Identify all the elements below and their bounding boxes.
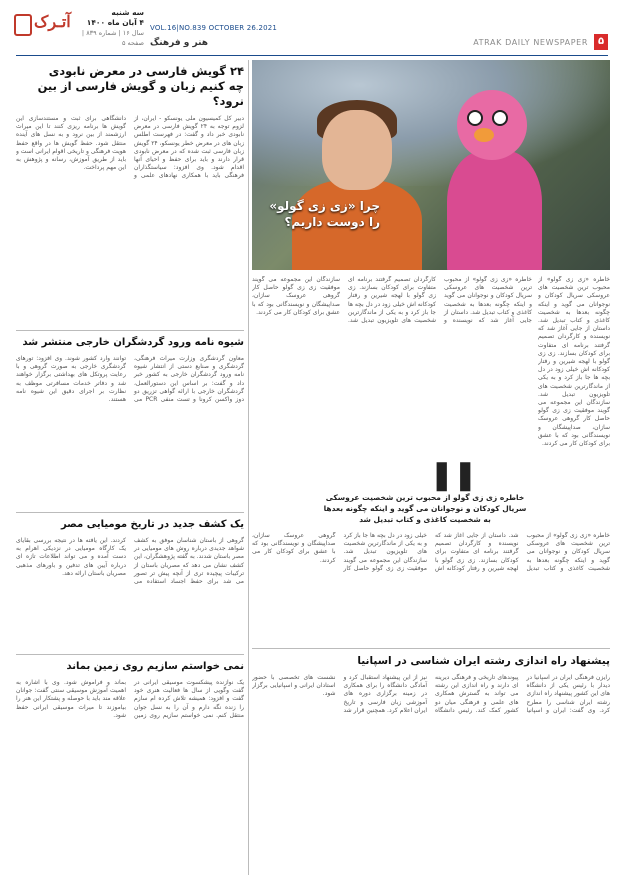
puppet-eye-left xyxy=(467,110,483,126)
weekday: سه شنبه xyxy=(111,8,144,17)
body-tourists: معاون گردشگری وزارت میراث فرهنگی، گردشگری و صنایع دستی از انتشار شیوه نامه ورود گردشگران خارجی به کشور خبر داد و گفت: بر اساس این دستورالعمل، گردشگران خارجی با ارائه گواهی تزریق دو دوز واکسن کرونا و تست منفی PCR می توانند وارد کشور شوند. وی افزود: تورهای گردشگری خارجی به صورت گروهی و با رعایت پروتکل های بهداشتی برگزار خواهند شد و دفاتر خدمات مسافرتی موظف به نظارت بر اجرای دقیق این شیوه نامه هستند. xyxy=(16,355,244,404)
page-header xyxy=(0,0,620,58)
article-mummy xyxy=(16,518,244,648)
puppet-body xyxy=(447,150,542,270)
boy-head xyxy=(322,110,392,190)
body-spain: رایزن فرهنگی ایران در اسپانیا در دیدار با رئیس یکی از دانشگاه های این کشور پیشنهاد راه اندازی رشته ایران شناسی را مطرح کرد. وی گفت: ایران و اسپانیا پیوندهای تاریخی و فرهنگی دیرینه ای دارند و راه اندازی این رشته می تواند به گسترش همکاری های علمی و فرهنگی میان دو کشور کمک کند. رئیس دانشگاه نیز از این پیشنهاد استقبال کرد و آمادگی دانشگاه را برای همکاری در زمینه برگزاری دوره های آموزشی زبان فارسی و تاریخ ایران اعلام کرد. همچنین قرار شد نشست های تخصصی با حضور استادان ایرانی و اسپانیایی برگزار شود. xyxy=(252,674,610,714)
masthead-name: ATRAK DAILY NEWSPAPER xyxy=(473,38,588,47)
headline-dialects: ۲۴ گویش فارسی در معرض نابودی چه کنیم زبان و گویش فارسی از بین نرود؟ xyxy=(37,64,244,108)
dateline xyxy=(72,8,144,48)
puppet-eye-right xyxy=(492,110,508,126)
body-instrument: یک نوازنده پیشکسوت موسیقی ایرانی در گفت وگویی از سال ها فعالیت هنری خود گفت و افزود: همیشه تلاش کرده ام سازم را زنده نگه دارم و آن را به نسل جوان منتقل کنم. نمی خواستم سازیم روی زمین بماند و فراموش شود. وی با اشاره به اهمیت آموزش موسیقی سنتی گفت: جوانان علاقه مند باید با حوصله و پشتکار این هنر را بیاموزند تا میراث موسیقی ایرانی حفظ شود. xyxy=(16,679,244,719)
zizi-body-part3: خاطره «زی زی گولو» از محبوب ترین شخصیت های عروسکی سریال کودکان و نوجوانان می گوید و اینکه چگونه بعدها به شخصیت کاغذی و کتاب تبدیل شد. داستان از جایی آغاز شد که نویسنده و کارگردان تصمیم گرفتند برنامه ای متفاوت برای کودکان بسازند. زی زی گولو با لهجه شیرین و رفتار کودکانه اش خیلی زود در دل بچه ها جا باز کرد و به یکی از ماندگارترین شخصیت های تلویزیون تبدیل شد. سازندگان این مجموعه می گویند موفقیت زی زی گولو حاصل کار گروهی عروسک سازان، صداپیشگان و نویسندگانی بود که با عشق برای کودکان کار می کردند. xyxy=(252,532,610,572)
zizi-lower-columns xyxy=(252,532,610,642)
column-divider xyxy=(248,60,249,875)
divider xyxy=(16,512,244,513)
logo-mark-icon xyxy=(14,14,32,36)
article-dialects xyxy=(16,64,244,324)
body-mummy: گروهی از باستان شناسان موفق به کشف شواهد جدیدی درباره روش های مومیایی در مصر باستان شدند. به گفته پژوهشگران، این کشف نشان می دهد که مصریان باستان از ترکیبات پیچیده تری از آنچه پیش تر تصور می شد برای حفظ اجساد استفاده می کردند. این یافته ها در نتیجه بررسی بقایای یک کارگاه مومیایی در نزدیکی اهرام به دست آمده و می تواند اطلاعات تازه ای درباره آیین های تدفین و باورهای مذهبی مصریان باستان ارائه دهد. xyxy=(16,537,244,586)
puppet-head xyxy=(457,90,527,160)
header-rule xyxy=(16,55,608,56)
article-tourists xyxy=(16,336,244,506)
headline-spain: پیشنهاد راه اندازی رشته ایران شناسی در اسپانیا xyxy=(357,655,610,667)
newspaper-logo xyxy=(14,8,71,36)
divider xyxy=(16,654,244,655)
persian-date: ۴ آبان ماه ۱۴۰۰ xyxy=(86,18,144,27)
quote-mark-icon: ❚❚ xyxy=(430,458,477,491)
page-number: ۵ xyxy=(594,34,608,50)
article-instrument xyxy=(16,660,244,875)
zizi-body-part1: خاطره «زی زی گولو» از محبوب ترین شخصیت های عروسکی سریال کودکان و نوجوانان می گوید و اینکه چگونه بعدها به شخصیت کاغذی و کتاب تبدیل شد. داستان از جایی آغاز شد که نویسنده و کارگردان تصمیم گرفتند برنامه ای متفاوت برای کودکان بسازند. زی زی گولو با لهجه شیرین و رفتار کودکانه اش خیلی زود در دل بچه ها جا باز کرد و به یکی از ماندگارترین شخصیت های تلویزیون تبدیل شد. سازندگان این مجموعه می گویند موفقیت زی زی گولو حاصل کار گروهی عروسک سازان، صداپیشگان و نویسندگانی بود که با عشق برای کودکان کار می کردند. xyxy=(538,276,610,448)
feature-photo xyxy=(252,60,610,270)
zizi-side-column xyxy=(538,276,610,451)
headline-tourists: شیوه نامه ورود گردشگران خارجی منتشر شد xyxy=(22,337,244,348)
headline-instrument: نمی خواستم سازیم روی زمین بماند xyxy=(66,661,244,672)
puppet-beak xyxy=(474,128,494,142)
zizi-body-part2: خاطره «زی زی گولو» از محبوب ترین شخصیت های عروسکی سریال کودکان و نوجوانان می گوید و اینکه چگونه بعدها به شخصیت کاغذی و کتاب تبدیل شد. داستان از جایی آغاز شد که نویسنده و کارگردان تصمیم گرفتند برنامه ای متفاوت برای کودکان بسازند. زی زی گولو با لهجه شیرین و رفتار کودکانه اش خیلی زود در دل بچه ها جا باز کرد و به یکی از ماندگارترین شخصیت های تلویزیون تبدیل شد. سازندگان این مجموعه می گویند موفقیت زی زی گولو حاصل کار گروهی عروسک سازان، صداپیشگان و نویسندگانی بود که با عشق برای کودکان کار می کردند. xyxy=(252,276,532,325)
section-title: هنر و فرهنگ xyxy=(150,38,208,48)
article-spain xyxy=(252,654,610,876)
pull-quote: خاطره زی زی گولو از محبوب ترین شخصیت عروسکی سریال کودکان و نوجوانان می گوید و اینکه چگونه بعدها به شخصیت کاغذی و کتاب تبدیل شد xyxy=(323,493,527,524)
zizi-main-columns xyxy=(252,276,532,454)
photo-sky xyxy=(252,60,610,186)
photo-caption: چرا «زی زی گولو» را دوست داریم؟ xyxy=(269,199,380,229)
headline-mummy: یک کشف جدید در تاریخ مومیایی مصر xyxy=(60,519,244,530)
divider xyxy=(252,648,610,649)
volume-line: VOL.16|NO.839 OCTOBER 26.2021 xyxy=(150,24,278,32)
logo-text: آتـرک xyxy=(34,12,71,31)
divider xyxy=(16,330,244,331)
body-dialects: دبیر کل کمیسیون ملی یونسکو - ایران، از لزوم توجه به ۲۴ گویش فارسی در معرض نابودی خبر داد و گفت: در فهرست اطلس زبان های در معرض خطر یونسکو، ۲۴ گویش زبان فارسی ثبت شده که در معرض نابودی قرار دارند و باید برای حفظ و احیای آنها اقدام شود. وی افزود: سیاستگذاران فرهنگی باید با همکاری نهادهای علمی و دانشگاهی برای ثبت و مستندسازی این گویش ها برنامه ریزی کنند تا این میراث ارزشمند از بین نرود و به نسل های آینده منتقل شود. حفظ گویش ها در واقع حفظ هویت فرهنگی و تاریخی اقوام ایرانی است و باید از طریق آموزش، رسانه و پژوهش به این مهم پرداخت. xyxy=(16,115,244,180)
issue-line: سال ۱۶ | شماره ۸۳۹ | صفحه ۵ xyxy=(81,29,144,47)
